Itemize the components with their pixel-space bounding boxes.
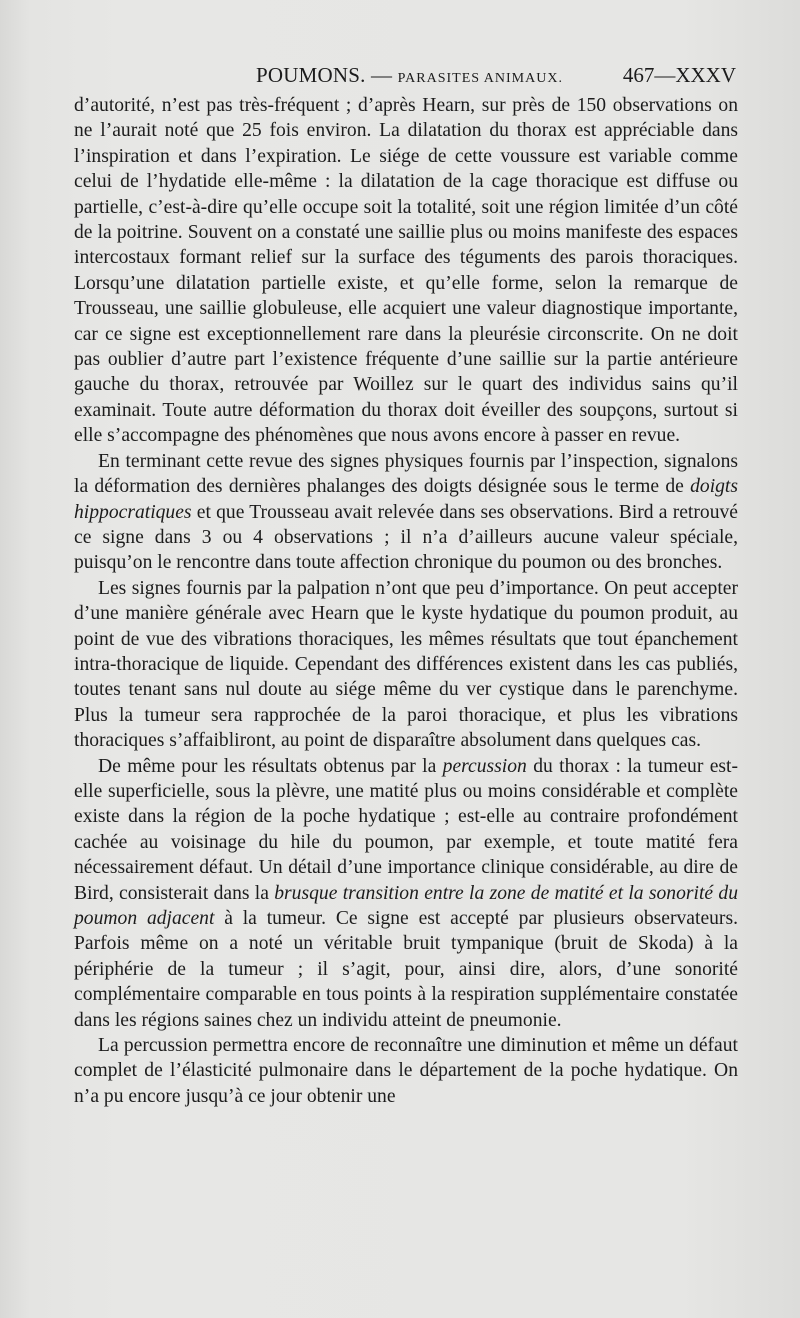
subsection-title: PARASITES ANIMAUX. [397,71,563,86]
paragraph-text: d’autorité, n’est pas très-fréquent ; d’après Hearn, sur près de 150 observations on ne l’aurait noté que 25 fois environ. La dilatation du thorax est appréciable dans l’inspiration et dans l’expiration. Le siége de cette voussure est variable comme celui de l’hydatide elle-même : la dilatation de la cage thoracique est diffuse ou partielle, c’est-à-dire qu’elle occupe soit la totalité, soit une région limitée d’un côté de la poitrine. Souvent on a constaté une saillie plus ou moins manifeste des espaces intercostaux formant relief sur la surface des téguments des parois thoraciques. Lorsqu’une dilatation partielle existe, et qu’elle forme, selon la remarque de Trousseau, une saillie globuleuse, elle acquiert une valeur diagnostique importante, car ce signe est exceptionnellement rare dans la pleurésie circonscrite. On ne doit pas oublier d’autre part l’existence fréquente d’une saillie sur la partie antérieure gauche du thorax, retrouvée par Woillez sur le quart des individus sains qu’il examinait. Toute autre déformation du thorax doit éveiller des soupçons, surtout si elle s’accompagne des phénomènes que nous avons encore à passer en revue. [74,95,738,447]
paragraph-text: Les signes fournis par la palpation n’ont que peu d’importance. On peut accepter d’une manière générale avec Hearn que le kyste hydatique du poumon produit, au point de vue des vibrations thoraciques, les mêmes résultats que tout épanchement intra-thoracique de liquide. Cependant des différences existent dans les cas publiés, toutes tenant sans nul doute au siége même du ver cystique dans le parenchyme. Plus la tumeur sera rapprochée de la paroi thoracique, et plus les vibrations thoraciques s’affaibliront, au point de disparaître absolument dans quelques cas. [74,577,738,752]
running-head-title [256,58,563,96]
header-dash: — [371,63,393,87]
section-title: POUMONS. [256,63,366,87]
page-number: 467—XXXV [622,63,736,87]
italic-text: doigts hippocratiques [74,476,738,523]
paragraph [74,576,738,754]
paragraph-text: et que Trousseau avait relevée dans ses observations. Bird a retrouvé ce signe dans 3 ou 4 observations ; il n’a d’ailleurs aucune valeur spéciale, puisqu’on le rencontre dans toute affection chronique du poumon ou des bronches. [74,501,738,574]
paragraph [74,93,738,449]
paragraph [74,754,738,1033]
italic-text: percussion [442,755,527,777]
paragraph-text: En terminant cette revue des signes physiques fournis par l’inspection, signalons la déformation des dernières phalanges des doigts désignée sous le terme de [74,450,738,498]
paragraph-text: du thorax : la tumeur est-elle superficielle, sous la plèvre, une matité plus ou moins considérable et complète existe dans la région de la poche hydatique ; est-elle au contraire profondément cachée au voisinage du hile du poumon, par exemple, et toute matité fera nécessairement défaut. Un détail d’une importance clinique considérable, au dire de Bird, consisterait dans la [74,755,738,904]
paragraph-text: à la tumeur. Ce signe est accepté par plusieurs observateurs. Parfois même on a noté un véritable bruit tympanique (bruit de Skoda) à la périphérie de la tumeur ; il s’agit, pour, ainsi dire, alors, d’une sonorité complémentaire comparable en tous points à la respiration supplémentaire constatée dans les régions saines chez un individu atteint de pneumonie. [74,908,738,1031]
italic-text: brusque transition entre la zone de matité et la sonorité du poumon adjacent [74,882,738,929]
running-head [74,58,738,92]
paragraph [74,1033,738,1109]
body-text [74,93,738,1109]
paragraph-text: De même pour les résultats obtenus par la [98,755,443,777]
paragraph [74,449,738,576]
paragraph-text: La percussion permettra encore de reconnaître une diminution et même un défaut complet de l’élasticité pulmonaire dans le département de la poche hydatique. On n’a pu encore jusqu’à ce jour obtenir une [74,1035,738,1107]
